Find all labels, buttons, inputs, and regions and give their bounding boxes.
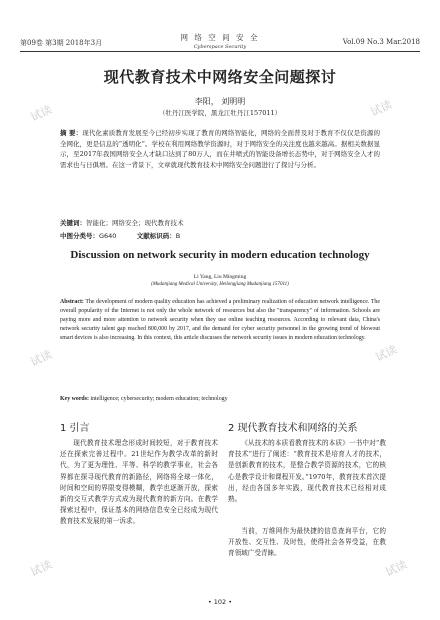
abstract-en <box>60 298 380 343</box>
watermark: 试读 <box>368 97 394 119</box>
classification-line <box>60 231 380 240</box>
abstract-cn-label: 摘 要： <box>60 129 83 137</box>
abstract-cn-text: 现代化素质教育发展至今已经初步实现了教育的网络智能化，网络的全面普及对于教育不仅仅是资源的全网化，更是信息的“透明化”。学校在利用网络教学资源时，对于网络安全的关注度也越来越高。据相关数据显示，至2017年我国网络安全人才缺口达到了80万人，而在井喷式的智能设备增长态势中，对于网络安全人才的需求也与日俱增。在这一背景下，文章就现代教育技术中网络安全问题进行了探讨与分析。 <box>60 129 381 169</box>
abstract-en-text: The development of modern quality education has achieved a preliminary realization of education network intelligence. The overall popularity of the Internet is not only the whole network of resources but also the "transparency" of information. Schools are paying more and more attention to network security when they use online teaching resources. According to relevant data, China's network security talent gap reached 800,000 by 2017, and the demand for cyber security personnel in the growing trend of blowout smart devices is also increasing. In this context, this article discusses the network security issues in modern education technology. <box>60 299 380 341</box>
keywords-cn-label: 关键词： <box>60 219 86 227</box>
watermark: 试读 <box>28 557 54 579</box>
keywords-en-text: intelligence; cybersecurity; modern education; technology <box>90 396 228 402</box>
english-title: Discussion on network security in modern education technology <box>70 249 370 261</box>
running-header <box>20 32 420 50</box>
keywords-en-label: Key words: <box>60 396 89 402</box>
clc-value: G640 <box>99 232 117 240</box>
article-authors: 李阳， 刘明明 <box>194 97 246 106</box>
doc-code-value: B <box>175 232 181 240</box>
watermark: 试读 <box>373 342 399 364</box>
section-1-body: 现代教育技术理念形成时间较短，对于教育技术还在探索完善过程中。21世纪作为教学改革的新时代，为了更为理性、平等、科学的教学事业，社会各界都在探寻现代教育的新路径，网络将全球一体化，时间和空间的界限变得模糊，教学也逐渐开放，探索新的交互式教学方式成为现代教育的新方向。在教学探索过程中，保证基本的网络信息安全已经成为现代教育技术发展的第一诉求。 <box>60 439 218 526</box>
article-title: 现代教育技术中网络安全问题探讨 <box>103 68 337 86</box>
abstract-en-label: Abstract: <box>60 299 84 305</box>
header-rule <box>20 51 420 52</box>
doc-code-label: 文献标识码： <box>136 232 176 240</box>
journal-name-cn: 网 络 空 间 安 全 <box>180 33 260 42</box>
journal-issue-info: 第09卷 第3期 2018年3月 <box>20 39 103 47</box>
keywords-cn <box>60 218 380 227</box>
watermark: 试读 <box>383 557 409 579</box>
english-authors: Li Yang, Liu Mingming <box>193 274 247 280</box>
keywords-en <box>60 396 380 402</box>
section-2-para-2: 当前，万维网作为最快捷的信息查询平台，它的开放性、交互性、及时性，使得社会各界受益，在教育领域广受青睐。 <box>228 527 386 558</box>
watermark: 试读 <box>28 102 54 124</box>
section-1-heading: 1 引言 <box>60 423 90 434</box>
page-number: • 102 • <box>207 598 233 606</box>
clc-label: 中图分类号： <box>60 232 99 240</box>
keywords-cn-text: 智能化；网络安全；现代教育技术 <box>86 219 184 227</box>
section-2-para-1: 《从技术的本质看教育技术的本质》一书中对“教育技术”进行了阐述：“教育技术是培育人才的技术，是创新教育的技术，是整合教学资源的技术，它的核心是教学设计和课程开发。”1970年，教育技术首次提出，经由各国多年实践，现代教育技术已经相对成熟。 <box>228 439 386 504</box>
english-affiliation: (Mudanjiang Medical University, Heilongjiang Mudanjiang 157011) <box>151 282 289 287</box>
journal-name-en: Cyberspace Security <box>193 44 247 50</box>
journal-volume-info: Vol.09 No.3 Mar.2018 <box>342 38 420 46</box>
article-affiliation: （牡丹江医学院，黑龙江牡丹江157011） <box>158 109 282 117</box>
section-2-heading: 2 现代教育技术和网络的关系 <box>228 423 358 434</box>
abstract-cn <box>60 128 380 170</box>
watermark: 试读 <box>28 347 54 369</box>
